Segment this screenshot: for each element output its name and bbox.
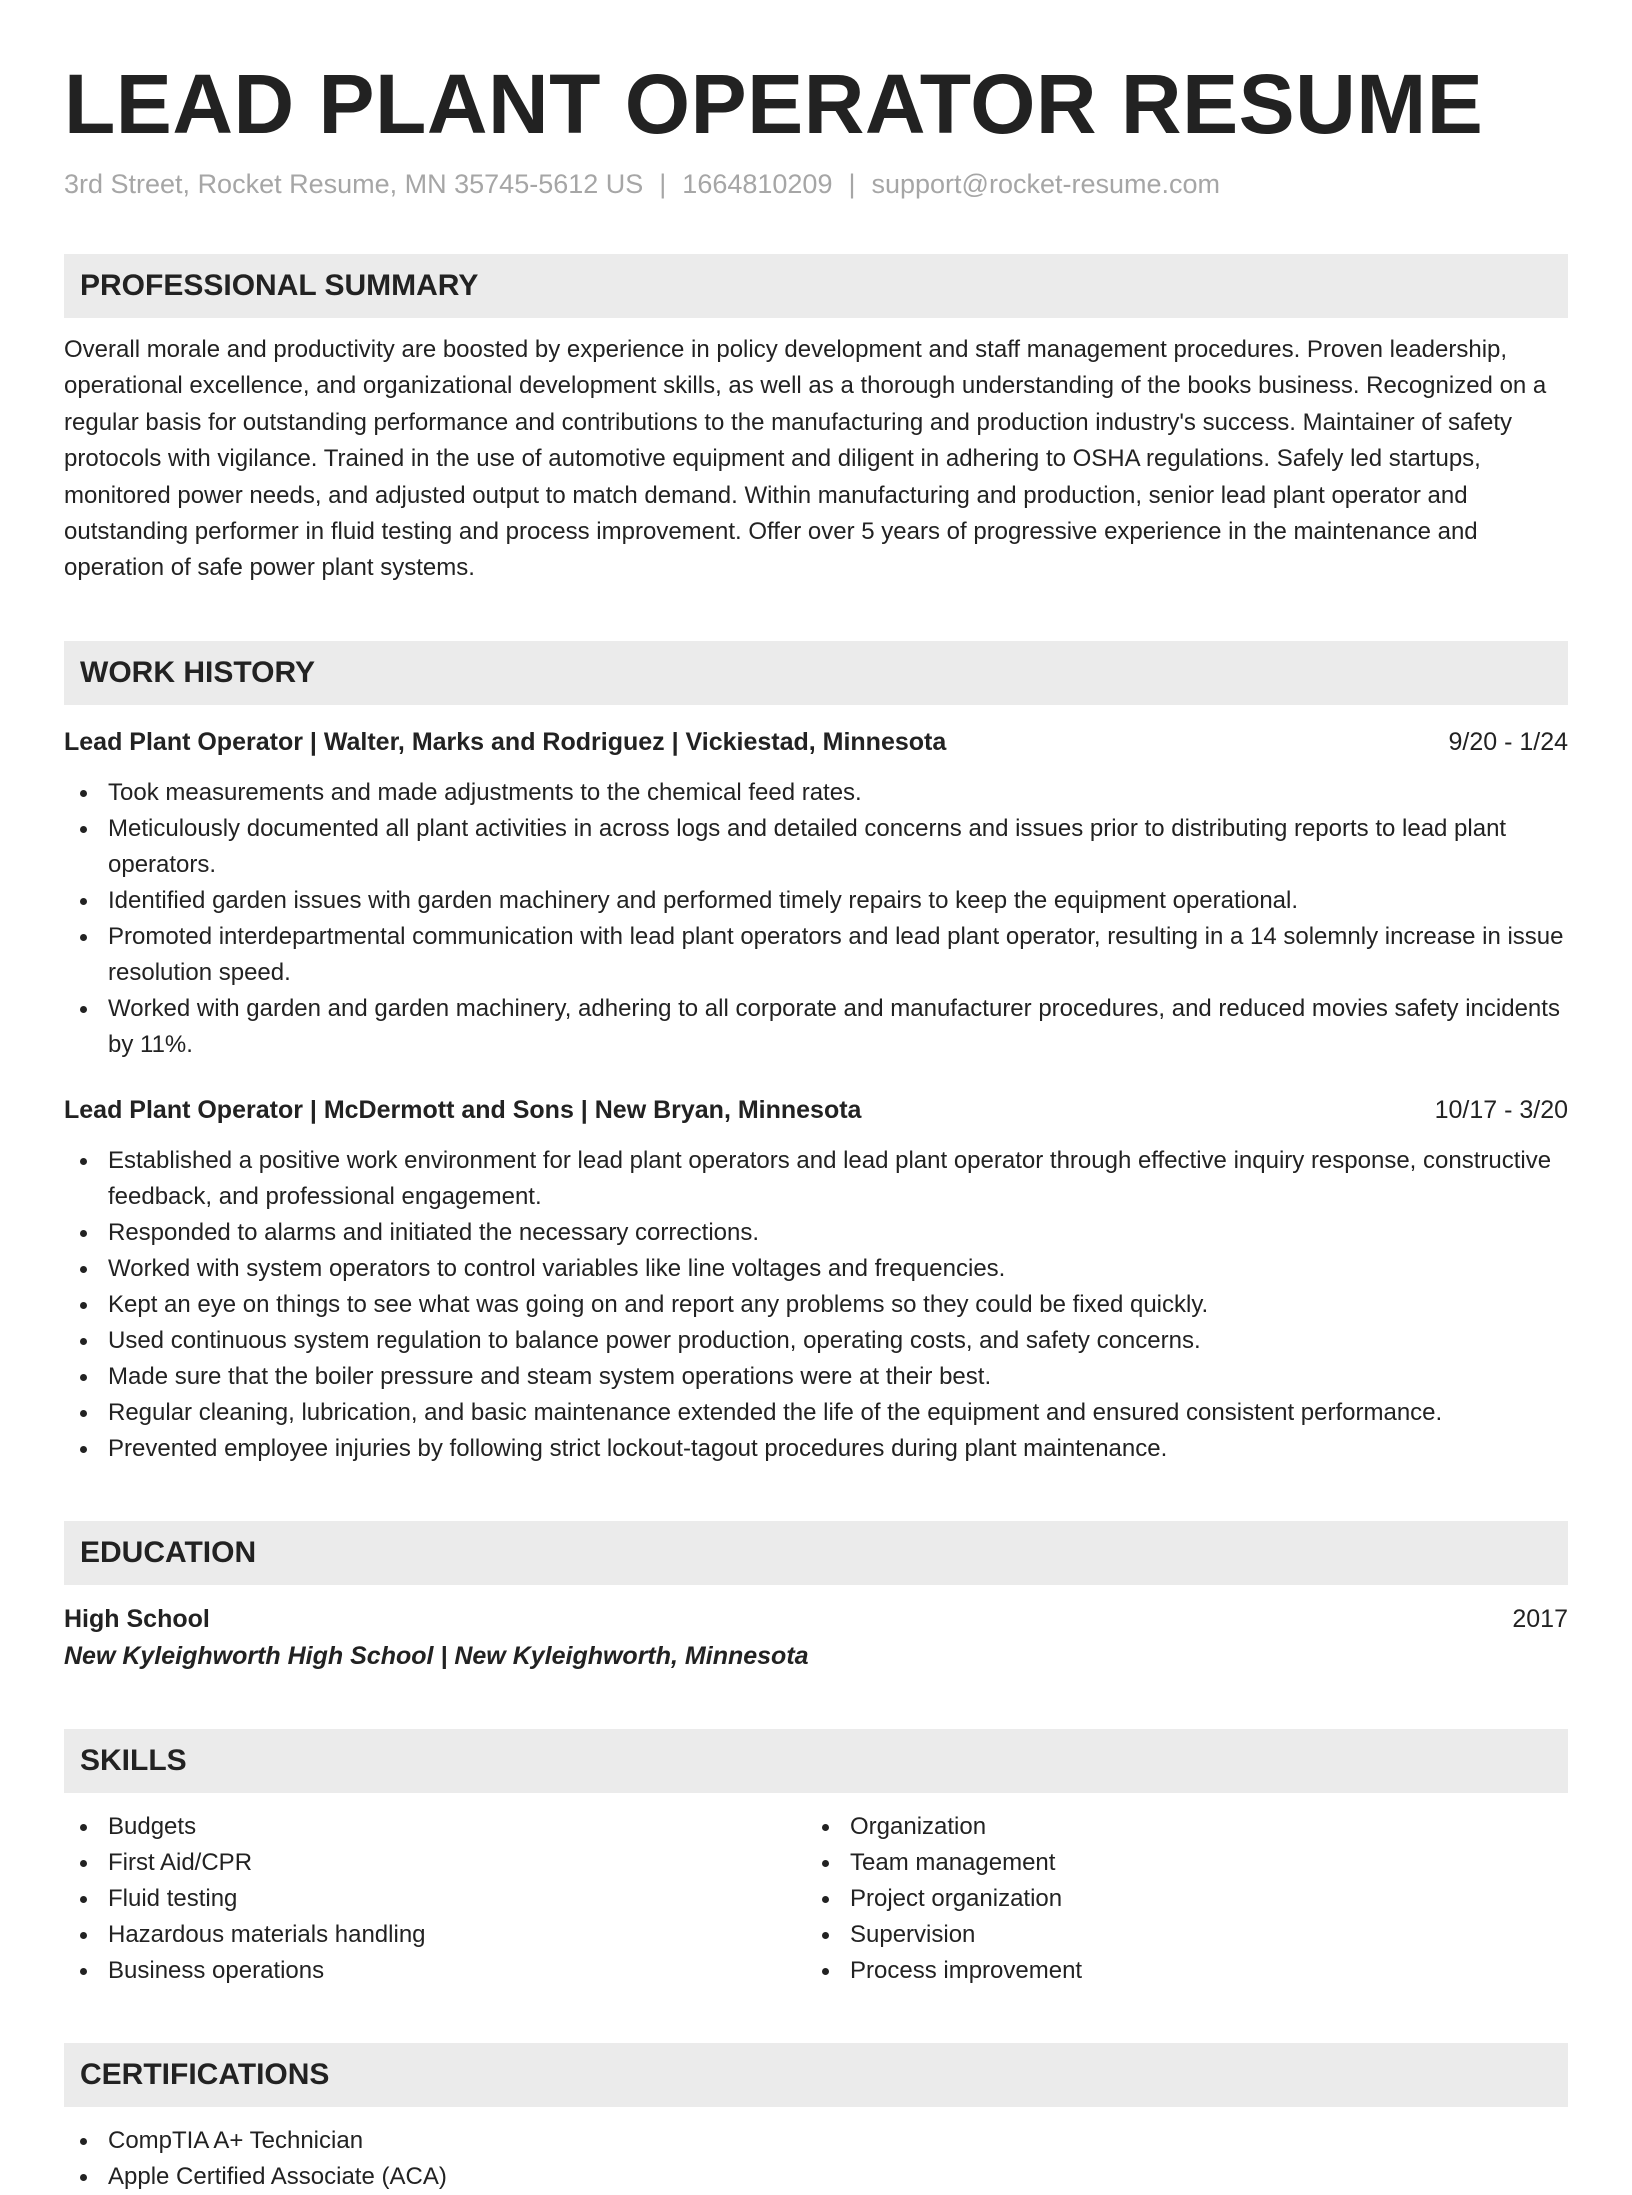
- section-heading-work-history: WORK HISTORY: [64, 641, 1568, 705]
- job-bullet: Took measurements and made adjustments to the chemical feed rates.: [64, 775, 1568, 811]
- skill-item: Project organization: [806, 1881, 1548, 1917]
- page-title: LEAD PLANT OPERATOR RESUME: [64, 57, 1484, 151]
- job-bullet: Made sure that the boiler pressure and steam system operations were at their best.: [64, 1359, 1568, 1395]
- education-degree: High School: [64, 1604, 210, 1633]
- job-bullets: [64, 775, 1568, 1063]
- job-bullets: [64, 1143, 1568, 1467]
- education-header: [64, 1601, 1568, 1637]
- job-header: [64, 1093, 1568, 1127]
- section-heading-skills: SKILLS: [64, 1729, 1568, 1793]
- job-entry: [64, 725, 1568, 1063]
- job-dates: 9/20 - 1/24: [1448, 727, 1568, 756]
- job-bullet: Identified garden issues with garden machinery and performed timely repairs to keep the equipment operational.: [64, 883, 1568, 919]
- job-entry: [64, 1093, 1568, 1467]
- certification-item: CompTIA A+ Technician: [64, 2123, 1568, 2159]
- skill-item: First Aid/CPR: [64, 1845, 806, 1881]
- certification-item: Apple Certified Associate (ACA): [64, 2159, 1568, 2195]
- job-bullet: Prevented employee injuries by following strict lockout-tagout procedures during plant maintenance.: [64, 1431, 1568, 1467]
- section-heading-certifications: CERTIFICATIONS: [64, 2043, 1568, 2107]
- job-bullet: Meticulously documented all plant activities in across logs and detailed concerns and issues prior to distributing reports to lead plant operators.: [64, 811, 1568, 883]
- contact-separator: |: [659, 169, 667, 199]
- skill-item: Process improvement: [806, 1953, 1548, 1989]
- summary-text: Overall morale and productivity are boosted by experience in policy development and staff management procedures. Proven leadership, operational excellence, and organizational development skills, as well as a thorough understanding of the books business. Recognized on a regular basis for outstanding performance and contributions to the manufacturing and production industry's success. Maintainer of safety protocols with vigilance. Trained in the use of automotive equipment and diligent in adhering to OSHA regulations. Safely led startups, monitored power needs, and adjusted output to match demand. Within manufacturing and production, senior lead plant operator and outstanding performer in fluid testing and process improvement. Offer over 5 years of progressive experience in the maintenance and operation of safe power plant systems.: [64, 336, 1547, 582]
- education-school: New Kyleighworth High School | New Kyleighworth, Minnesota: [64, 1641, 809, 1670]
- job-bullet: Worked with garden and garden machinery, adhering to all corporate and manufacturer procedures, and reduced movies safety incidents by 11%.: [64, 991, 1568, 1063]
- skill-item: Organization: [806, 1809, 1548, 1845]
- contact-line: [64, 166, 1568, 202]
- skill-item: Fluid testing: [64, 1881, 806, 1917]
- job-bullet: Established a positive work environment for lead plant operators and lead plant operator through effective inquiry response, constructive feedback, and professional engagement.: [64, 1143, 1568, 1215]
- skill-item: Team management: [806, 1845, 1548, 1881]
- skills-list: [64, 1809, 1568, 1989]
- job-bullet: Promoted interdepartmental communication with lead plant operators and lead plant operator, resulting in a 14 solemnly increase in issue resolution speed.: [64, 919, 1568, 991]
- skill-item: Hazardous materials handling: [64, 1917, 806, 1953]
- skills-column-right: [806, 1809, 1548, 1989]
- skill-item: Supervision: [806, 1917, 1548, 1953]
- job-bullet: Regular cleaning, lubrication, and basic maintenance extended the life of the equipment and ensured consistent performance.: [64, 1395, 1568, 1431]
- job-bullet: Used continuous system regulation to balance power production, operating costs, and safety concerns.: [64, 1323, 1568, 1359]
- section-heading-summary: PROFESSIONAL SUMMARY: [64, 254, 1568, 318]
- education-entry: [64, 1601, 1568, 1675]
- certifications-list: [64, 2123, 1568, 2195]
- job-header: [64, 725, 1568, 759]
- contact-address: 3rd Street, Rocket Resume, MN 35745-5612 US: [64, 169, 644, 199]
- skills-column-left: [64, 1809, 806, 1989]
- job-title: Lead Plant Operator | McDermott and Sons | New Bryan, Minnesota: [64, 1095, 862, 1124]
- job-title: Lead Plant Operator | Walter, Marks and Rodriguez | Vickiestad, Minnesota: [64, 727, 947, 756]
- job-bullet: Responded to alarms and initiated the necessary corrections.: [64, 1215, 1568, 1251]
- contact-separator: |: [848, 169, 856, 199]
- skill-item: Business operations: [64, 1953, 806, 1989]
- contact-phone: 1664810209: [682, 169, 833, 199]
- section-heading-education: EDUCATION: [64, 1521, 1568, 1585]
- job-dates: 10/17 - 3/20: [1434, 1095, 1568, 1124]
- skill-item: Budgets: [64, 1809, 806, 1845]
- job-bullet: Kept an eye on things to see what was going on and report any problems so they could be fixed quickly.: [64, 1287, 1568, 1323]
- contact-email: support@rocket-resume.com: [871, 169, 1221, 199]
- job-bullet: Worked with system operators to control variables like line voltages and frequencies.: [64, 1251, 1568, 1287]
- education-year: 2017: [1512, 1604, 1568, 1633]
